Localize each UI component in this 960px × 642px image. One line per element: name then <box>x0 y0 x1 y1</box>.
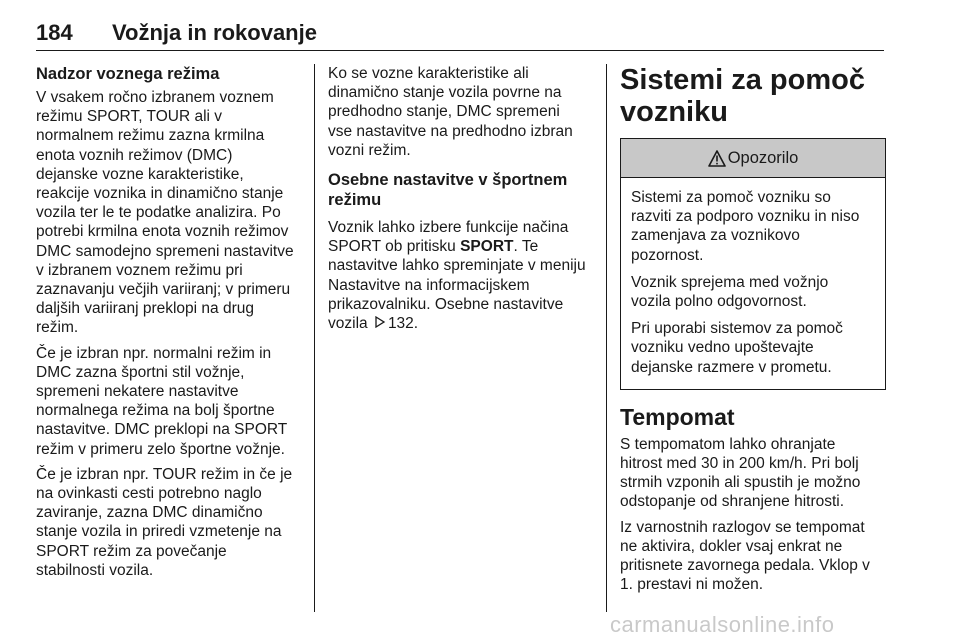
paragraph: Če je izbran npr. TOUR režim in če je na ovinkasti cesti potrebno naglo zaviranje, zazna DMC dinamično stanje vozila in priredi vzmetenje na SPORT režim za povečanje stabilnosti vozila. <box>36 465 293 579</box>
warning-label: Opozorilo <box>727 148 799 167</box>
paragraph: Sistemi za pomoč vozniku so razviti za podporo vozniku in niso zamenjava za voznikovo pozornost. <box>631 189 860 264</box>
paragraph: Iz varnostnih razlogov se tempomat ne aktivira, dokler vsaj enkrat ne pritisnete zavornega pedala. Vklop v 1. prestavi ni možen. <box>620 518 870 594</box>
column-divider <box>606 64 607 612</box>
page-number: 184 <box>36 20 73 45</box>
warning-box <box>620 138 886 390</box>
column-divider <box>314 64 315 612</box>
page-reference-icon <box>374 314 386 333</box>
paragraph: Ko se vozne karakteristike ali dinamično stanje vozila povrne na predhodno stanje, DMC spremeni vse nastavitve na predhodno izbran vozni režim. <box>328 65 573 159</box>
paragraph <box>328 218 594 333</box>
column-middle <box>328 64 594 339</box>
column-left <box>36 64 302 586</box>
section-heading: Tempomat <box>620 403 735 430</box>
paragraph: S tempomatom lahko ohranjate hitrost med 30 in 200 km/h. Pri bolj strmih vzponih ali spustih je možno odstopanje od shranjene hitrosti. <box>620 435 861 511</box>
column-right <box>620 64 886 600</box>
paragraph: Voznik sprejema med vožnjo vozila polno odgovornost. <box>631 273 829 311</box>
paragraph: Če je izbran npr. normalni režim in DMC zazna športni stil vožnje, spremeni nekatere nastavitve normalnega režima na bolj športne nastavitve. DMC preklopi na SPORT režim v primeru zelo športne vožnje. <box>36 344 288 458</box>
sport-button-label: SPORT <box>460 238 514 256</box>
page-header <box>36 12 884 51</box>
warning-header <box>621 139 885 178</box>
paragraph-text: Voznik lahko izbere funkcije načina SPORT ob pritisku <box>328 219 569 256</box>
paragraph-text: . Te nastavitve lahko spreminjate v meniju Nastavitve na informacijskem prikazovalniku. Osebne nastavitve vozila <box>328 238 586 333</box>
paragraph: V vsakem ročno izbranem voznem režimu SPORT, TOUR ali v normalnem režimu zazna krmilna enota voznih režimov (DMC) dejanske vozne karakteristike, reakcije voznika in dinamično stanje vozila ter le te podatke analizira. Po potrebi krmilna enota voznih režimov DMC samodejno spremeni nastavitve v izbranem voznem režimu pri zaznavanju večjih variiranj; v primeru daljših variiranj preklopi na drug režim. <box>36 89 294 337</box>
paragraph: Pri uporabi sistemov za pomoč vozniku vedno upoštevajte dejanske razmere v prometu. <box>631 320 843 376</box>
section-title: Sistemi za pomoč vozniku <box>620 64 865 128</box>
section-heading: Nadzor voznega režima <box>36 65 220 83</box>
warning-triangle-icon <box>708 150 726 167</box>
section-heading: Osebne nastavitve v športnem režimu <box>328 171 568 210</box>
watermark: carmanualsonline.info <box>610 612 835 637</box>
page-reference[interactable]: 132. <box>387 315 419 333</box>
chapter-title: Vožnja in rokovanje <box>112 20 317 45</box>
warning-body <box>621 178 885 389</box>
